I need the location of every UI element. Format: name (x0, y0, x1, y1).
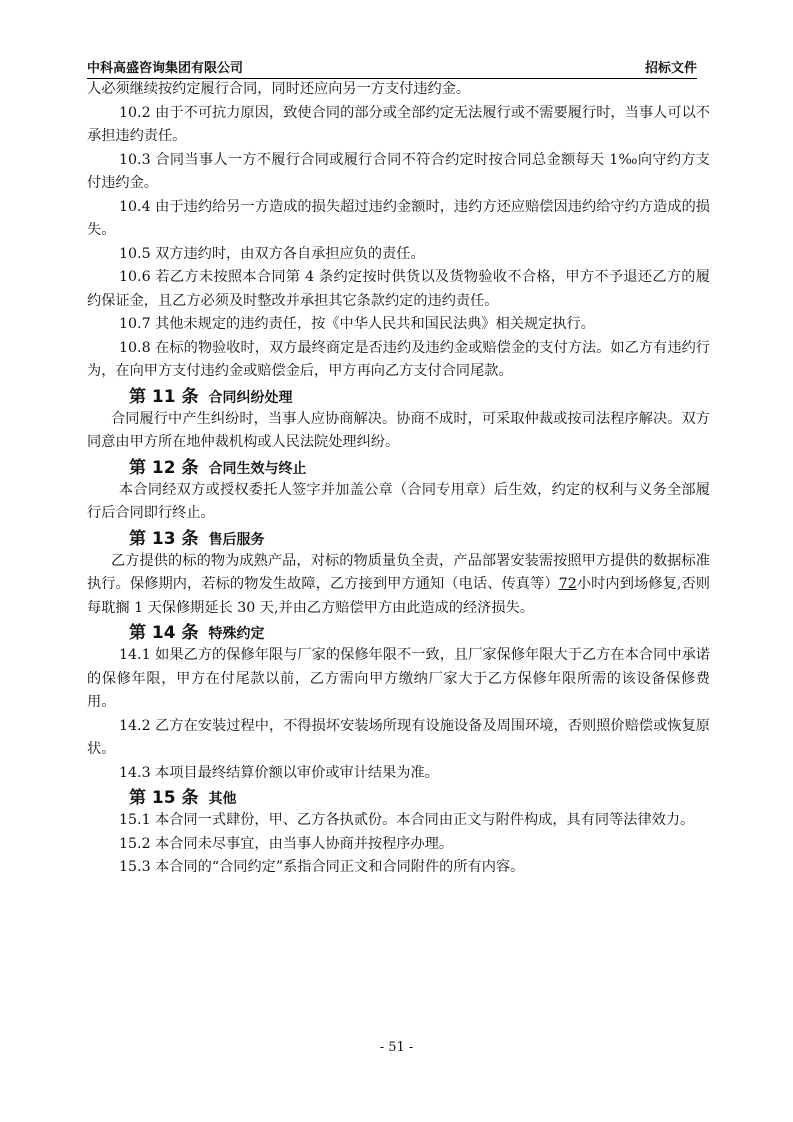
article-12-title: 合同生效与终止 (208, 460, 307, 477)
clause-14-2: 14.2 乙方在安装过程中，不得损坏安装场所现有设施设备及周围环境，否则照价赔偿或恢复原状。 (87, 717, 710, 757)
clause-15-1: 15.1 本合同一式肆份，甲、乙方各执贰份。本合同由正文与附件构成，具有同等法律效力。 (119, 812, 695, 828)
clause-10-6: 10.6 若乙方未按照本合同第 4 条约定按时供货以及货物验收不合格，甲方不予退还乙方的履约保证金，且乙方必须及时整改并承担其它条款约定的违约责任。 (87, 269, 710, 309)
article-13-title: 售后服务 (208, 531, 265, 548)
article-11-heading (87, 384, 710, 408)
document-body (87, 78, 710, 880)
article-12-text: 本合同经双方或授权委托人签字并加盖公章（合同专用章）后生效，约定的权利与义务全部履行后合同即行终止。 (87, 481, 710, 521)
article-11-title: 合同纠纷处理 (208, 389, 293, 406)
clause-10-8: 10.8 在标的物验收时，双方最终商定是否违约及违约金或赔偿金的支付方法。如乙方有违约行为，在向甲方支付违约金或赔偿金后，甲方再向乙方支付合同尾款。 (87, 339, 710, 379)
article-15-number: 第 15 条 (129, 788, 199, 808)
article-14-number: 第 14 条 (129, 623, 199, 643)
article-13-text (87, 550, 710, 621)
clause-10-4: 10.4 由于违约给另一方造成的损失超过违约金额时，违约方还应赔偿因违约给守约方造成的损失。 (87, 198, 710, 238)
paragraph-continued: 人必须继续按约定履行合同，同时还应向另一方支付违约金。 (87, 81, 471, 97)
clause-15-3: 15.3 本合同的“合同约定”系指合同正文和合同附件的所有内容。 (119, 859, 525, 875)
clause-15-2: 15.2 本合同未尽事宜，由当事人协商并按程序办理。 (119, 835, 454, 852)
clause-10-3: 10.3 合同当事人一方不履行合同或履行合同不符合约定时按合同总金额每天 1‰向守约方支付违约金。 (87, 151, 710, 191)
page-header (87, 54, 697, 79)
article-13-text-part-b: 小时内到场修复,否则每耽搁 1 天保修期延长 30 天,并由乙方赔偿甲方由此造成的经济损失。 (87, 576, 710, 616)
article-12-heading (87, 455, 710, 479)
article-14-title: 特殊约定 (208, 626, 265, 642)
clause-14-3: 14.3 本项目最终结算价额以审价或审计结果为准。 (119, 764, 439, 781)
header-company-name: 中科高盛咨询集团有限公司 (87, 61, 244, 76)
article-13-number: 第 13 条 (129, 528, 199, 549)
article-15-heading (87, 785, 710, 809)
clause-14-1: 14.1 如果乙方的保修年限与厂家的保修年限不一致，且厂家保修年限大于乙方在本合同中承诺的保修年限，甲方在付尾款以前，乙方需向甲方缴纳厂家大于乙方保修年限所需的该设备保修费用。 (87, 647, 710, 710)
clause-10-7: 10.7 其他未规定的违约责任，按《中华人民共和国民法典》相关规定执行。 (119, 316, 595, 332)
repair-hours-value: 72 (558, 576, 577, 592)
article-14-heading (87, 620, 710, 644)
article-11-text: 合同履行中产生纠纷时，当事人应协商解决。协商不成时，可采取仲裁或按司法程序解决。双方同意由甲方所在地仲裁机构或人民法院处理纠纷。 (87, 410, 710, 450)
article-13-heading (87, 526, 710, 550)
article-15-title: 其他 (208, 791, 237, 807)
clause-10-2: 10.2 由于不可抗力原因，致使合同的部分或全部约定无法履行或不需要履行时，当事人可以不承担违约责任。 (87, 104, 710, 144)
clause-10-5: 10.5 双方违约时，由双方各自承担应负的责任。 (119, 245, 425, 262)
page-number: - 51 - (379, 1040, 414, 1055)
article-11-number: 第 11 条 (129, 386, 199, 407)
article-12-number: 第 12 条 (129, 457, 199, 478)
article-13-text-part-a: 乙方提供的标的物为成熟产品，对标的物质量负全责，产品部署安装需按照甲方提供的数据标准执行。保修期内，若标的物发生故障，乙方接到甲方通知（电话、传真等） (87, 552, 710, 592)
header-document-type: 招标文件 (644, 61, 697, 76)
